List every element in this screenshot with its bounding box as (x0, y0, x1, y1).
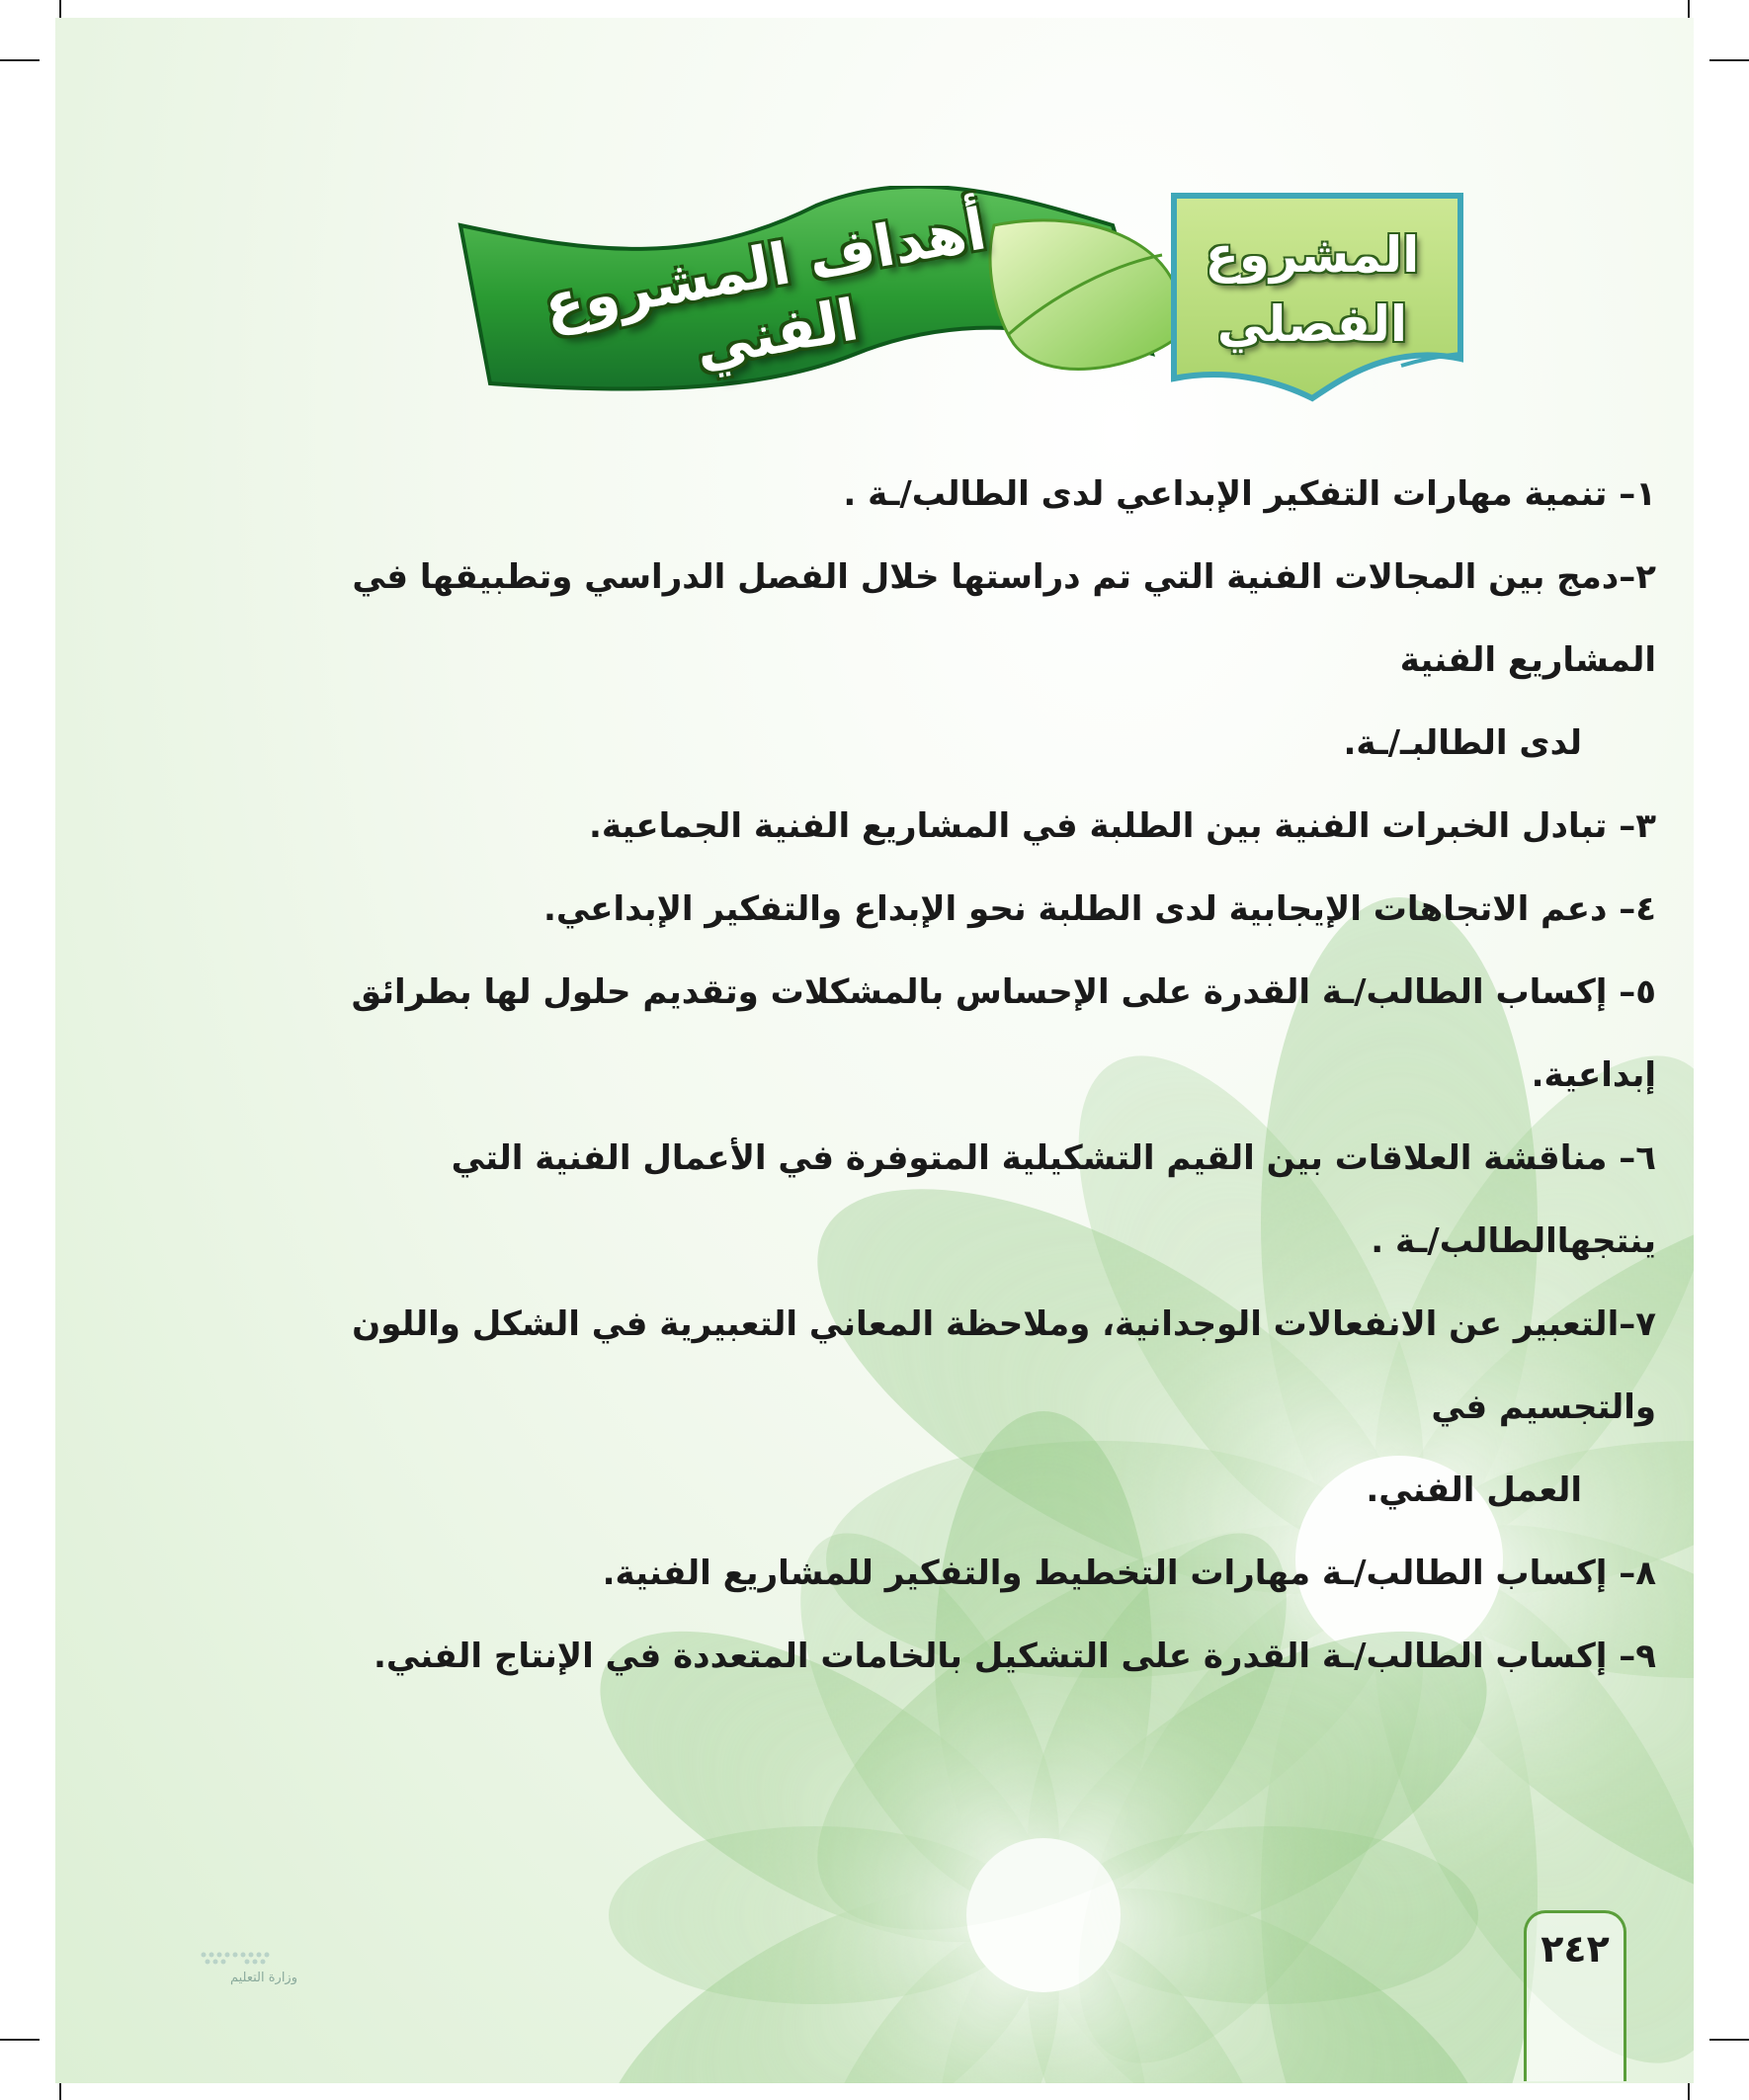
list-item (253, 1615, 1656, 1698)
goal-number: ٥ (1635, 972, 1656, 1012)
list-item (253, 453, 1656, 536)
crop-mark (1709, 59, 1749, 61)
list-item (253, 536, 1656, 785)
goal-text: –التعبير عن الانفعالات الوجدانية، وملاحظة المعاني التعبيرية في الشكل واللون والتجسيم في (352, 1304, 1656, 1427)
list-item (253, 1283, 1656, 1532)
badge-label (1164, 220, 1460, 359)
goal-number: ٤ (1635, 889, 1656, 929)
goal-number: ٣ (1635, 806, 1656, 846)
crop-mark (0, 2039, 40, 2041)
list-item (253, 951, 1656, 1117)
goal-number: ٧ (1635, 1304, 1656, 1344)
list-item (253, 1117, 1656, 1283)
goal-text: – إكساب الطالب/ـة القدرة على الإحساس بالمشكلات وتقديم حلول لها بطرائق إبداعية. (351, 972, 1656, 1095)
goal-number: ٩ (1635, 1637, 1656, 1676)
goal-number: ٨ (1635, 1554, 1656, 1593)
list-item (253, 868, 1656, 951)
goal-number: ٦ (1635, 1138, 1656, 1178)
badge-line-2: الفصلي (1216, 295, 1408, 353)
goal-continuation: لدى الطالبـ/ـة. (1343, 723, 1582, 763)
crop-mark (0, 59, 40, 61)
goal-number: ١ (1635, 474, 1656, 514)
goal-text: – إكساب الطالب/ـة القدرة على التشكيل بالخامات المتعددة في الإنتاج الفني. (373, 1637, 1636, 1676)
goal-text: – دعم الاتجاهات الإيجابية لدى الطلبة نحو الإبداع والتفكير الإبداعي. (542, 889, 1636, 929)
page-number: ٢٤٢ (1541, 1927, 1610, 1971)
goal-text: – إكساب الطالب/ـة مهارات التخطيط والتفكير للمشاريع الفنية. (602, 1554, 1636, 1593)
textbook-page (55, 18, 1694, 2083)
goals-list (253, 453, 1656, 1698)
goal-number: ٢ (1635, 557, 1656, 597)
crop-mark (1709, 2039, 1749, 2041)
goal-text: – مناقشة العلاقات بين القيم التشكيلية المتوفرة في الأعمال الفنية التي ينتجهاالطالب/ـة . (451, 1138, 1656, 1261)
ministry-logo-text: وزارة التعليم (229, 1971, 297, 1985)
goal-text: –دمج بين المجالات الفنية التي تم دراستها خلال الفصل الدراسي وتطبيقها في المشاريع الفنية (352, 557, 1656, 680)
ribbon-title: أهداف المشروع الفني (539, 195, 991, 381)
badge-line-1: المشروع (1205, 226, 1420, 284)
goal-continuation: العمل الفني. (1366, 1470, 1582, 1510)
goal-text: – تنمية مهارات التفكير الإبداعي لدى الطالب/ـة . (843, 474, 1636, 514)
list-item (253, 1532, 1656, 1615)
goal-text: – تبادل الخبرات الفنية بين الطلبة في المشاريع الفنية الجماعية. (588, 806, 1636, 846)
list-item (253, 785, 1656, 868)
